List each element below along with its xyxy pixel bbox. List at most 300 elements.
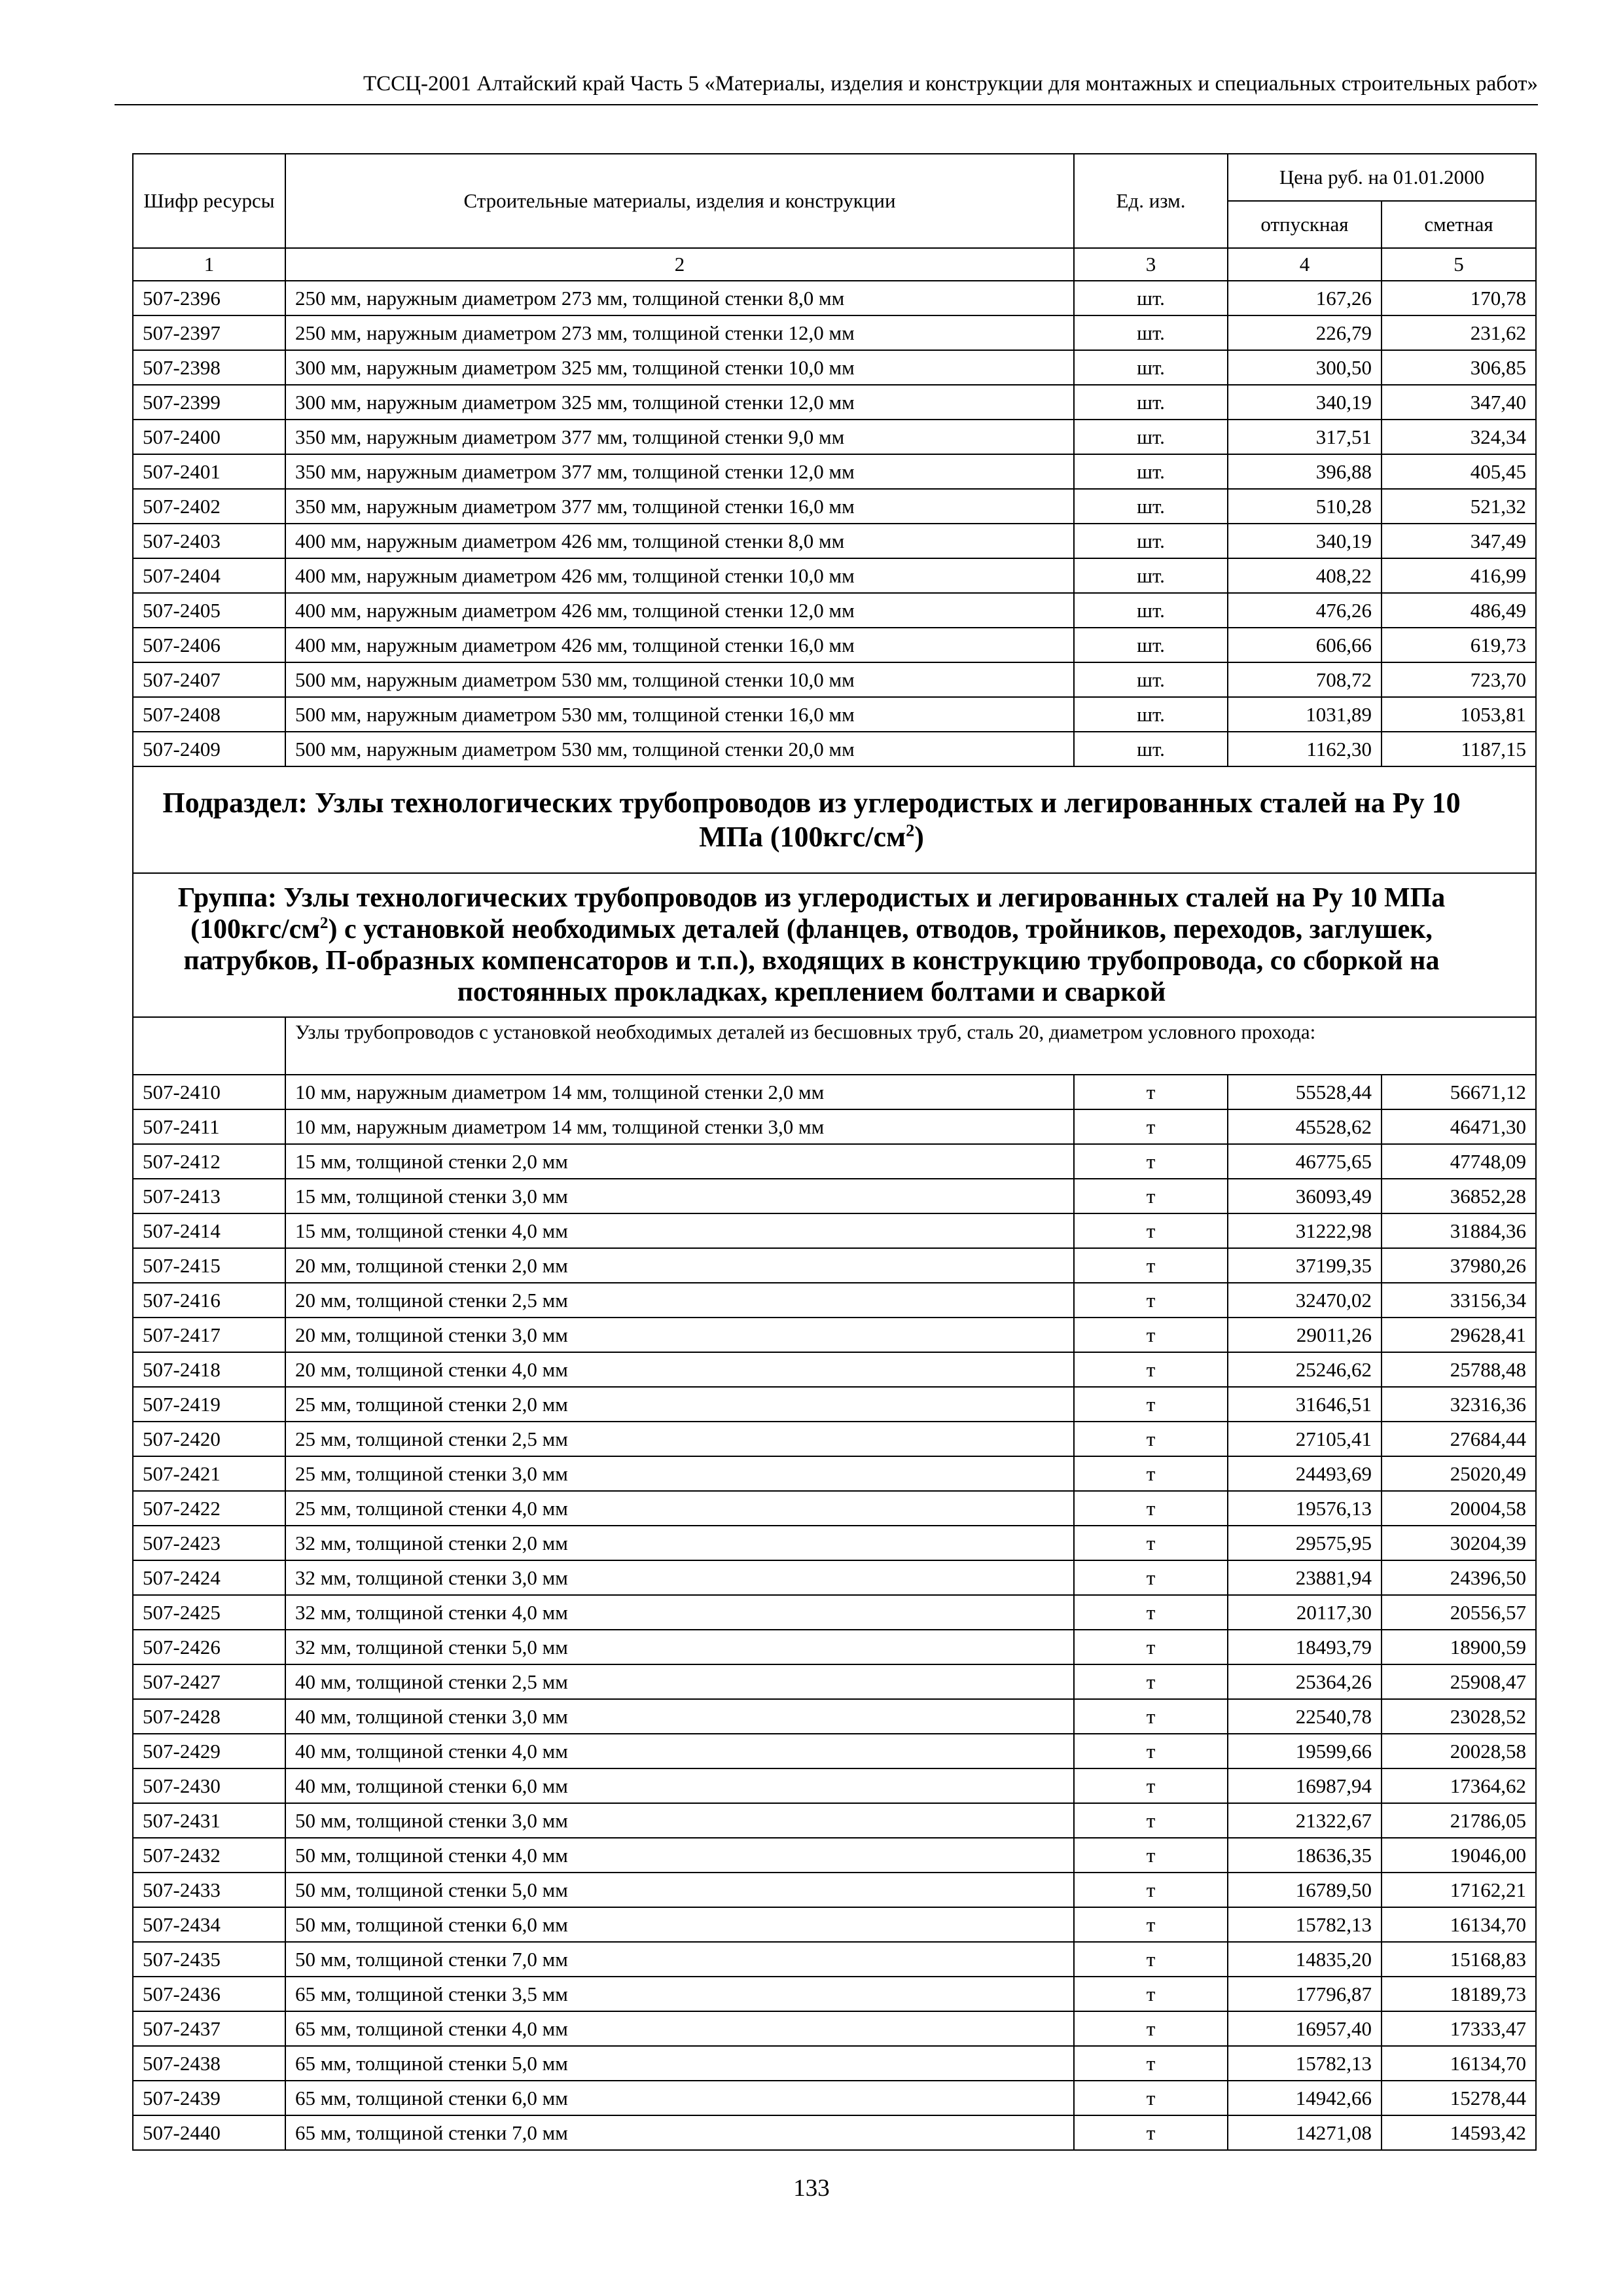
unit: т	[1074, 1560, 1228, 1595]
table-row	[133, 1907, 1536, 1942]
material-name: 250 мм, наружным диаметром 273 мм, толщиной стенки 8,0 мм	[285, 281, 1074, 315]
release-price: 21322,67	[1228, 1803, 1382, 1838]
release-price: 1162,30	[1228, 732, 1382, 766]
release-price: 340,19	[1228, 385, 1382, 420]
estimate-price: 37980,26	[1382, 1248, 1536, 1283]
material-name: 400 мм, наружным диаметром 426 мм, толщиной стенки 16,0 мм	[285, 628, 1074, 662]
table-row	[133, 2046, 1536, 2081]
table-row	[133, 2081, 1536, 2115]
unit: т	[1074, 1838, 1228, 1873]
release-price: 19599,66	[1228, 1734, 1382, 1768]
unit: т	[1074, 1248, 1228, 1283]
material-name: 50 мм, толщиной стенки 5,0 мм	[285, 1873, 1074, 1907]
release-price: 45528,62	[1228, 1109, 1382, 1144]
material-name: 20 мм, толщиной стенки 2,0 мм	[285, 1248, 1074, 1283]
table-row	[133, 697, 1536, 732]
unit: т	[1074, 1179, 1228, 1213]
resource-code: 507-2409	[133, 732, 285, 766]
unit: т	[1074, 1526, 1228, 1560]
unit: шт.	[1074, 558, 1228, 593]
resource-code: 507-2405	[133, 593, 285, 628]
resource-code: 507-2427	[133, 1664, 285, 1699]
resource-code: 507-2432	[133, 1838, 285, 1873]
estimate-price: 17162,21	[1382, 1873, 1536, 1907]
unit: шт.	[1074, 350, 1228, 385]
unit: т	[1074, 2011, 1228, 2046]
material-name: 50 мм, толщиной стенки 6,0 мм	[285, 1907, 1074, 1942]
table-row	[133, 1456, 1536, 1491]
estimate-price: 24396,50	[1382, 1560, 1536, 1595]
estimate-price: 23028,52	[1382, 1699, 1536, 1734]
material-name: 25 мм, толщиной стенки 2,5 мм	[285, 1422, 1074, 1456]
release-price: 14271,08	[1228, 2115, 1382, 2150]
group-text-end: ) с установкой необходимых деталей (фланцев, отводов, тройников, переходов, заглушек, патрубков, П-образных компенсаторов и т.п.), входящих в конструкцию трубопровода, со сборкой на постоянных прокладках, креплением болтами и сваркой	[183, 914, 1440, 1007]
document-header: ТССЦ-2001 Алтайский край Часть 5 «Материалы, изделия и конструкции для монтажных и специальных строительных работ»	[363, 72, 1538, 96]
table-row	[133, 420, 1536, 454]
release-price: 31222,98	[1228, 1213, 1382, 1248]
material-name: 20 мм, толщиной стенки 4,0 мм	[285, 1352, 1074, 1387]
release-price: 18636,35	[1228, 1838, 1382, 1873]
estimate-price: 15168,83	[1382, 1942, 1536, 1977]
subsection-row	[133, 766, 1536, 873]
release-price: 16957,40	[1228, 2011, 1382, 2046]
table-row	[133, 281, 1536, 315]
release-price: 510,28	[1228, 489, 1382, 524]
release-price: 606,66	[1228, 628, 1382, 662]
resource-code: 507-2436	[133, 1977, 285, 2011]
resource-code: 507-2423	[133, 1526, 285, 1560]
resource-code: 507-2433	[133, 1873, 285, 1907]
unit: т	[1074, 1213, 1228, 1248]
material-name: 10 мм, наружным диаметром 14 мм, толщиной стенки 2,0 мм	[285, 1075, 1074, 1109]
resource-code: 507-2418	[133, 1352, 285, 1387]
unit: т	[1074, 1422, 1228, 1456]
release-price: 1031,89	[1228, 697, 1382, 732]
resource-code: 507-2437	[133, 2011, 285, 2046]
note-row	[133, 1017, 1536, 1075]
resource-code: 507-2406	[133, 628, 285, 662]
material-name: 15 мм, толщиной стенки 3,0 мм	[285, 1179, 1074, 1213]
unit: т	[1074, 1075, 1228, 1109]
release-price: 25246,62	[1228, 1352, 1382, 1387]
estimate-price: 29628,41	[1382, 1318, 1536, 1352]
unit: шт.	[1074, 281, 1228, 315]
release-price: 226,79	[1228, 315, 1382, 350]
unit: т	[1074, 1734, 1228, 1768]
estimate-price: 31884,36	[1382, 1213, 1536, 1248]
table-row	[133, 558, 1536, 593]
note-empty-cell	[133, 1017, 285, 1075]
table-row	[133, 662, 1536, 697]
table-row	[133, 1526, 1536, 1560]
price-table	[132, 153, 1537, 2151]
column-number-row	[133, 248, 1536, 281]
material-name: 20 мм, толщиной стенки 2,5 мм	[285, 1283, 1074, 1318]
resource-code: 507-2431	[133, 1803, 285, 1838]
header-name: Строительные материалы, изделия и конструкции	[285, 154, 1074, 248]
estimate-price: 47748,09	[1382, 1144, 1536, 1179]
unit: шт.	[1074, 489, 1228, 524]
estimate-price: 16134,70	[1382, 2046, 1536, 2081]
resource-code: 507-2424	[133, 1560, 285, 1595]
resource-code: 507-2435	[133, 1942, 285, 1977]
release-price: 167,26	[1228, 281, 1382, 315]
resource-code: 507-2434	[133, 1907, 285, 1942]
unit: т	[1074, 1873, 1228, 1907]
table-row	[133, 1630, 1536, 1664]
estimate-price: 324,34	[1382, 420, 1536, 454]
unit: шт.	[1074, 593, 1228, 628]
unit: т	[1074, 1318, 1228, 1352]
resource-code: 507-2401	[133, 454, 285, 489]
unit: т	[1074, 1456, 1228, 1491]
unit: т	[1074, 2081, 1228, 2115]
unit: т	[1074, 2046, 1228, 2081]
release-price: 15782,13	[1228, 2046, 1382, 2081]
resource-code: 507-2429	[133, 1734, 285, 1768]
column-number: 2	[285, 248, 1074, 281]
resource-code: 507-2408	[133, 697, 285, 732]
material-name: 350 мм, наружным диаметром 377 мм, толщиной стенки 16,0 мм	[285, 489, 1074, 524]
estimate-price: 18189,73	[1382, 1977, 1536, 2011]
estimate-price: 21786,05	[1382, 1803, 1536, 1838]
table-row	[133, 1699, 1536, 1734]
unit: т	[1074, 1699, 1228, 1734]
material-name: 50 мм, толщиной стенки 3,0 мм	[285, 1803, 1074, 1838]
resource-code: 507-2419	[133, 1387, 285, 1422]
resource-code: 507-2440	[133, 2115, 285, 2150]
table-row	[133, 1213, 1536, 1248]
material-name: 40 мм, толщиной стенки 2,5 мм	[285, 1664, 1074, 1699]
unit: т	[1074, 1630, 1228, 1664]
estimate-price: 1053,81	[1382, 697, 1536, 732]
estimate-price: 17364,62	[1382, 1768, 1536, 1803]
unit: т	[1074, 1491, 1228, 1526]
subsection-superscript: 2	[906, 819, 915, 840]
material-name: 400 мм, наружным диаметром 426 мм, толщиной стенки 12,0 мм	[285, 593, 1074, 628]
release-price: 317,51	[1228, 420, 1382, 454]
material-name: 15 мм, толщиной стенки 2,0 мм	[285, 1144, 1074, 1179]
material-name: 25 мм, толщиной стенки 2,0 мм	[285, 1387, 1074, 1422]
estimate-price: 14593,42	[1382, 2115, 1536, 2150]
column-number: 1	[133, 248, 285, 281]
table-row	[133, 1179, 1536, 1213]
unit: шт.	[1074, 454, 1228, 489]
material-name: 300 мм, наружным диаметром 325 мм, толщиной стенки 12,0 мм	[285, 385, 1074, 420]
unit: шт.	[1074, 524, 1228, 558]
resource-code: 507-2417	[133, 1318, 285, 1352]
resource-code: 507-2425	[133, 1595, 285, 1630]
table-row	[133, 1144, 1536, 1179]
resource-code: 507-2416	[133, 1283, 285, 1318]
subsection-text-end: )	[914, 820, 924, 853]
estimate-price: 1187,15	[1382, 732, 1536, 766]
material-name: 20 мм, толщиной стенки 3,0 мм	[285, 1318, 1074, 1352]
material-name: 350 мм, наружным диаметром 377 мм, толщиной стенки 12,0 мм	[285, 454, 1074, 489]
resource-code: 507-2412	[133, 1144, 285, 1179]
unit: шт.	[1074, 628, 1228, 662]
release-price: 708,72	[1228, 662, 1382, 697]
release-price: 19576,13	[1228, 1491, 1382, 1526]
table-row	[133, 1977, 1536, 2011]
unit: шт.	[1074, 732, 1228, 766]
material-name: 400 мм, наружным диаметром 426 мм, толщиной стенки 8,0 мм	[285, 524, 1074, 558]
estimate-price: 231,62	[1382, 315, 1536, 350]
estimate-price: 405,45	[1382, 454, 1536, 489]
column-number: 5	[1382, 248, 1536, 281]
table-row	[133, 315, 1536, 350]
release-price: 396,88	[1228, 454, 1382, 489]
release-price: 32470,02	[1228, 1283, 1382, 1318]
unit: т	[1074, 1283, 1228, 1318]
table-header-row	[133, 154, 1536, 201]
material-name: 250 мм, наружным диаметром 273 мм, толщиной стенки 12,0 мм	[285, 315, 1074, 350]
estimate-price: 619,73	[1382, 628, 1536, 662]
release-price: 14835,20	[1228, 1942, 1382, 1977]
release-price: 37199,35	[1228, 1248, 1382, 1283]
release-price: 300,50	[1228, 350, 1382, 385]
resource-code: 507-2438	[133, 2046, 285, 2081]
material-name: 300 мм, наружным диаметром 325 мм, толщиной стенки 10,0 мм	[285, 350, 1074, 385]
release-price: 27105,41	[1228, 1422, 1382, 1456]
resource-code: 507-2413	[133, 1179, 285, 1213]
unit: т	[1074, 1942, 1228, 1977]
table-row	[133, 628, 1536, 662]
estimate-price: 20556,57	[1382, 1595, 1536, 1630]
material-name: 40 мм, толщиной стенки 3,0 мм	[285, 1699, 1074, 1734]
resource-code: 507-2399	[133, 385, 285, 420]
resource-code: 507-2414	[133, 1213, 285, 1248]
material-name: 65 мм, толщиной стенки 5,0 мм	[285, 2046, 1074, 2081]
material-name: 65 мм, толщиной стенки 4,0 мм	[285, 2011, 1074, 2046]
table-row	[133, 1491, 1536, 1526]
release-price: 15782,13	[1228, 1907, 1382, 1942]
release-price: 24493,69	[1228, 1456, 1382, 1491]
material-name: 40 мм, толщиной стенки 6,0 мм	[285, 1768, 1074, 1803]
subsection-title	[133, 766, 1536, 873]
release-price: 408,22	[1228, 558, 1382, 593]
material-name: 32 мм, толщиной стенки 4,0 мм	[285, 1595, 1074, 1630]
resource-code: 507-2407	[133, 662, 285, 697]
table-row	[133, 1352, 1536, 1387]
estimate-price: 15278,44	[1382, 2081, 1536, 2115]
estimate-price: 521,32	[1382, 489, 1536, 524]
unit: т	[1074, 1977, 1228, 2011]
table-row	[133, 1664, 1536, 1699]
table-row	[133, 1318, 1536, 1352]
release-price: 16987,94	[1228, 1768, 1382, 1803]
table-row	[133, 1422, 1536, 1456]
material-name: 25 мм, толщиной стенки 3,0 мм	[285, 1456, 1074, 1491]
estimate-price: 56671,12	[1382, 1075, 1536, 1109]
material-name: 32 мм, толщиной стенки 2,0 мм	[285, 1526, 1074, 1560]
material-name: 25 мм, толщиной стенки 4,0 мм	[285, 1491, 1074, 1526]
estimate-price: 170,78	[1382, 281, 1536, 315]
material-name: 10 мм, наружным диаметром 14 мм, толщиной стенки 3,0 мм	[285, 1109, 1074, 1144]
resource-code: 507-2430	[133, 1768, 285, 1803]
release-price: 14942,66	[1228, 2081, 1382, 2115]
unit: т	[1074, 1387, 1228, 1422]
unit: т	[1074, 1109, 1228, 1144]
estimate-price: 30204,39	[1382, 1526, 1536, 1560]
table-row	[133, 350, 1536, 385]
resource-code: 507-2420	[133, 1422, 285, 1456]
table-row	[133, 732, 1536, 766]
estimate-price: 27684,44	[1382, 1422, 1536, 1456]
header-price-release: отпускная	[1228, 201, 1382, 248]
unit: т	[1074, 1768, 1228, 1803]
estimate-price: 347,40	[1382, 385, 1536, 420]
header-price-group: Цена руб. на 01.01.2000	[1228, 154, 1536, 201]
release-price: 31646,51	[1228, 1387, 1382, 1422]
estimate-price: 20028,58	[1382, 1734, 1536, 1768]
material-name: 40 мм, толщиной стенки 4,0 мм	[285, 1734, 1074, 1768]
release-price: 18493,79	[1228, 1630, 1382, 1664]
release-price: 340,19	[1228, 524, 1382, 558]
material-name: 15 мм, толщиной стенки 4,0 мм	[285, 1213, 1074, 1248]
table-row	[133, 2115, 1536, 2150]
estimate-price: 16134,70	[1382, 1907, 1536, 1942]
resource-code: 507-2398	[133, 350, 285, 385]
group-superscript: 2	[319, 914, 329, 932]
material-name: 50 мм, толщиной стенки 4,0 мм	[285, 1838, 1074, 1873]
header-unit: Ед. изм.	[1074, 154, 1228, 248]
resource-code: 507-2400	[133, 420, 285, 454]
estimate-price: 36852,28	[1382, 1179, 1536, 1213]
estimate-price: 19046,00	[1382, 1838, 1536, 1873]
estimate-price: 33156,34	[1382, 1283, 1536, 1318]
table-row	[133, 1248, 1536, 1283]
note-text: Узлы трубопроводов с установкой необходимых деталей из бесшовных труб, сталь 20, диаметром условного прохода:	[285, 1017, 1536, 1075]
estimate-price: 25788,48	[1382, 1352, 1536, 1387]
release-price: 29011,26	[1228, 1318, 1382, 1352]
estimate-price: 347,49	[1382, 524, 1536, 558]
release-price: 20117,30	[1228, 1595, 1382, 1630]
subsection-text: Подраздел: Узлы технологических трубопроводов из углеродистых и легированных сталей на Ру 10 МПа (100кгс/см	[162, 786, 1461, 853]
release-price: 17796,87	[1228, 1977, 1382, 2011]
unit: шт.	[1074, 662, 1228, 697]
table-row	[133, 1734, 1536, 1768]
unit: шт.	[1074, 315, 1228, 350]
estimate-price: 32316,36	[1382, 1387, 1536, 1422]
table-row	[133, 1560, 1536, 1595]
resource-code: 507-2422	[133, 1491, 285, 1526]
header-price-estimate: сметная	[1382, 201, 1536, 248]
unit: т	[1074, 2115, 1228, 2150]
table-row	[133, 1768, 1536, 1803]
table-row	[133, 1838, 1536, 1873]
unit: т	[1074, 1352, 1228, 1387]
unit: т	[1074, 1803, 1228, 1838]
unit: шт.	[1074, 697, 1228, 732]
resource-code: 507-2426	[133, 1630, 285, 1664]
table-row	[133, 1942, 1536, 1977]
table-row	[133, 1803, 1536, 1838]
table-row	[133, 1109, 1536, 1144]
resource-code: 507-2396	[133, 281, 285, 315]
resource-code: 507-2410	[133, 1075, 285, 1109]
material-name: 500 мм, наружным диаметром 530 мм, толщиной стенки 10,0 мм	[285, 662, 1074, 697]
unit: т	[1074, 1907, 1228, 1942]
table-row	[133, 524, 1536, 558]
release-price: 55528,44	[1228, 1075, 1382, 1109]
estimate-price: 486,49	[1382, 593, 1536, 628]
resource-code: 507-2411	[133, 1109, 285, 1144]
header-rule	[115, 104, 1538, 105]
table-row	[133, 385, 1536, 420]
page-number: 133	[793, 2175, 830, 2202]
estimate-price: 723,70	[1382, 662, 1536, 697]
release-price: 23881,94	[1228, 1560, 1382, 1595]
release-price: 16789,50	[1228, 1873, 1382, 1907]
table-row	[133, 2011, 1536, 2046]
table-row	[133, 1595, 1536, 1630]
column-number: 3	[1074, 248, 1228, 281]
release-price: 46775,65	[1228, 1144, 1382, 1179]
unit: шт.	[1074, 385, 1228, 420]
resource-code: 507-2421	[133, 1456, 285, 1491]
material-name: 32 мм, толщиной стенки 3,0 мм	[285, 1560, 1074, 1595]
release-price: 22540,78	[1228, 1699, 1382, 1734]
table-row	[133, 1873, 1536, 1907]
column-number: 4	[1228, 248, 1382, 281]
unit: шт.	[1074, 420, 1228, 454]
release-price: 476,26	[1228, 593, 1382, 628]
resource-code: 507-2404	[133, 558, 285, 593]
material-name: 400 мм, наружным диаметром 426 мм, толщиной стенки 10,0 мм	[285, 558, 1074, 593]
release-price: 29575,95	[1228, 1526, 1382, 1560]
release-price: 36093,49	[1228, 1179, 1382, 1213]
material-name: 32 мм, толщиной стенки 5,0 мм	[285, 1630, 1074, 1664]
table-row	[133, 1283, 1536, 1318]
table-row	[133, 593, 1536, 628]
resource-code: 507-2428	[133, 1699, 285, 1734]
material-name: 65 мм, толщиной стенки 3,5 мм	[285, 1977, 1074, 2011]
table-row	[133, 1075, 1536, 1109]
estimate-price: 18900,59	[1382, 1630, 1536, 1664]
table-row	[133, 1387, 1536, 1422]
group-text: Группа: Узлы технологических трубопроводов из углеродистых и легированных сталей на Ру 10 МПа (100кгс/см	[177, 883, 1446, 944]
release-price: 25364,26	[1228, 1664, 1382, 1699]
material-name: 500 мм, наружным диаметром 530 мм, толщиной стенки 16,0 мм	[285, 697, 1074, 732]
material-name: 65 мм, толщиной стенки 7,0 мм	[285, 2115, 1074, 2150]
table-row	[133, 454, 1536, 489]
unit: т	[1074, 1144, 1228, 1179]
material-name: 500 мм, наружным диаметром 530 мм, толщиной стенки 20,0 мм	[285, 732, 1074, 766]
group-title	[133, 873, 1536, 1017]
estimate-price: 25908,47	[1382, 1664, 1536, 1699]
table-row	[133, 489, 1536, 524]
estimate-price: 20004,58	[1382, 1491, 1536, 1526]
estimate-price: 306,85	[1382, 350, 1536, 385]
material-name: 65 мм, толщиной стенки 6,0 мм	[285, 2081, 1074, 2115]
material-name: 50 мм, толщиной стенки 7,0 мм	[285, 1942, 1074, 1977]
estimate-price: 416,99	[1382, 558, 1536, 593]
group-row	[133, 873, 1536, 1017]
unit: т	[1074, 1664, 1228, 1699]
estimate-price: 25020,49	[1382, 1456, 1536, 1491]
estimate-price: 46471,30	[1382, 1109, 1536, 1144]
material-name: 350 мм, наружным диаметром 377 мм, толщиной стенки 9,0 мм	[285, 420, 1074, 454]
resource-code: 507-2439	[133, 2081, 285, 2115]
unit: т	[1074, 1595, 1228, 1630]
header-code: Шифр ресурсы	[133, 154, 285, 248]
estimate-price: 17333,47	[1382, 2011, 1536, 2046]
resource-code: 507-2402	[133, 489, 285, 524]
resource-code: 507-2403	[133, 524, 285, 558]
resource-code: 507-2415	[133, 1248, 285, 1283]
resource-code: 507-2397	[133, 315, 285, 350]
